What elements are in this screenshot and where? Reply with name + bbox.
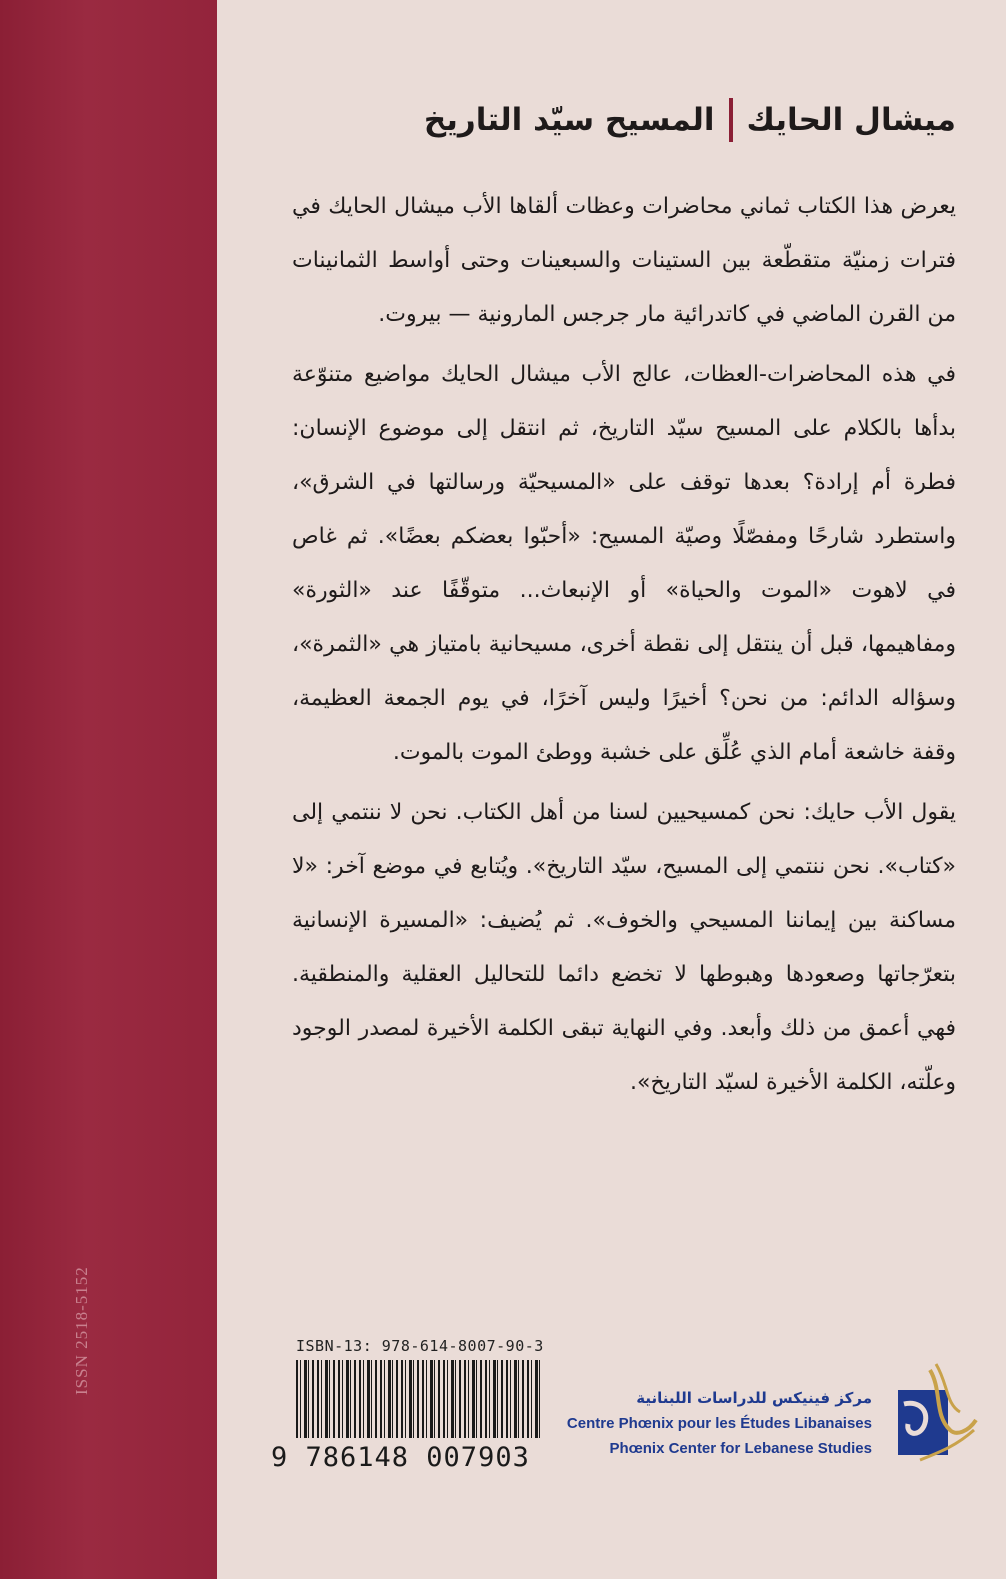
title-row [424, 98, 956, 142]
phoenix-logo-icon [890, 1360, 980, 1465]
publisher-name-en: Phœnix Center for Lebanese Studies [609, 1440, 872, 1457]
barcode [296, 1360, 542, 1438]
title-separator [729, 98, 733, 142]
publisher-name-ar: مركز فينيكس للدراسات اللبنانية [636, 1389, 872, 1407]
blurb [292, 180, 956, 1116]
spine-stripe [0, 0, 217, 1579]
blurb-paragraph-1: يعرض هذا الكتاب ثماني محاضرات وعظات ألقاها الأب ميشال الحايك في فترات زمنيّة متقطّعة بين الستينات والسبعينات وحتى أواسط الثمانينات من القرن الماضي في كاتدرائية مار جرجس المارونية — بيروت. [292, 194, 956, 327]
isbn-label: ISBN-13: 978-614-8007-90-3 [296, 1337, 544, 1355]
publisher-block [567, 1385, 872, 1461]
author-name: ميشال الحايك [746, 102, 956, 138]
blurb-paragraph-2: في هذه المحاضرات-العظات، عالج الأب ميشال الحايك مواضيع متنوّعة بدأها بالكلام على المسيح سيّد التاريخ، ثم انتقل إلى موضوع الإنسان: فطرة أم إرادة؟ بعدها توقف على «المسيحيّة ورسالتها في الشرق»، واستطرد شارحًا ومفصّلًا وصيّة المسيح: «أحبّوا بعضكم بعضًا». ثم غاص في لاهوت «الموت والحياة» أو الإنبعاث... متوقّفًا عند «الثورة» ومفاهيمها، قبل أن ينتقل إلى نقطة أخرى، مسيحانية بامتياز هي «الثمرة»، وسؤاله الدائم: من نحن؟ أخيرًا وليس آخرًا، في يوم الجمعة العظيمة، وقفة خاشعة أمام الذي عُلِّق على خشبة ووطئ الموت بالموت. [292, 362, 956, 765]
blurb-paragraph-3: يقول الأب حايك: نحن كمسيحيين لسنا من أهل الكتاب. نحن لا ننتمي إلى «كتاب». نحن ننتمي إلى المسيح، سيّد التاريخ». ويُتابع في موضع آخر: «لا مساكنة بين إيماننا المسيحي والخوف». ثم يُضيف: «المسيرة الإنسانية بتعرّجاتها وصعودها وهبوطها لا تخضع دائما للتحاليل العقلية والمنطقية. فهي أعمق من ذلك وأبعد. وفي النهاية تبقى الكلمة الأخيرة لمصدر الوجود وعلّته، الكلمة الأخيرة لسيّد التاريخ». [292, 800, 956, 1095]
barcode-digits: 9 786148 007903 [271, 1442, 530, 1473]
issn-text: ISSN 2518-5152 [72, 1266, 91, 1395]
book-title: المسيح سيّد التاريخ [423, 102, 715, 138]
publisher-name-fr: Centre Phœnix pour les Études Libanaises [566, 1415, 872, 1432]
